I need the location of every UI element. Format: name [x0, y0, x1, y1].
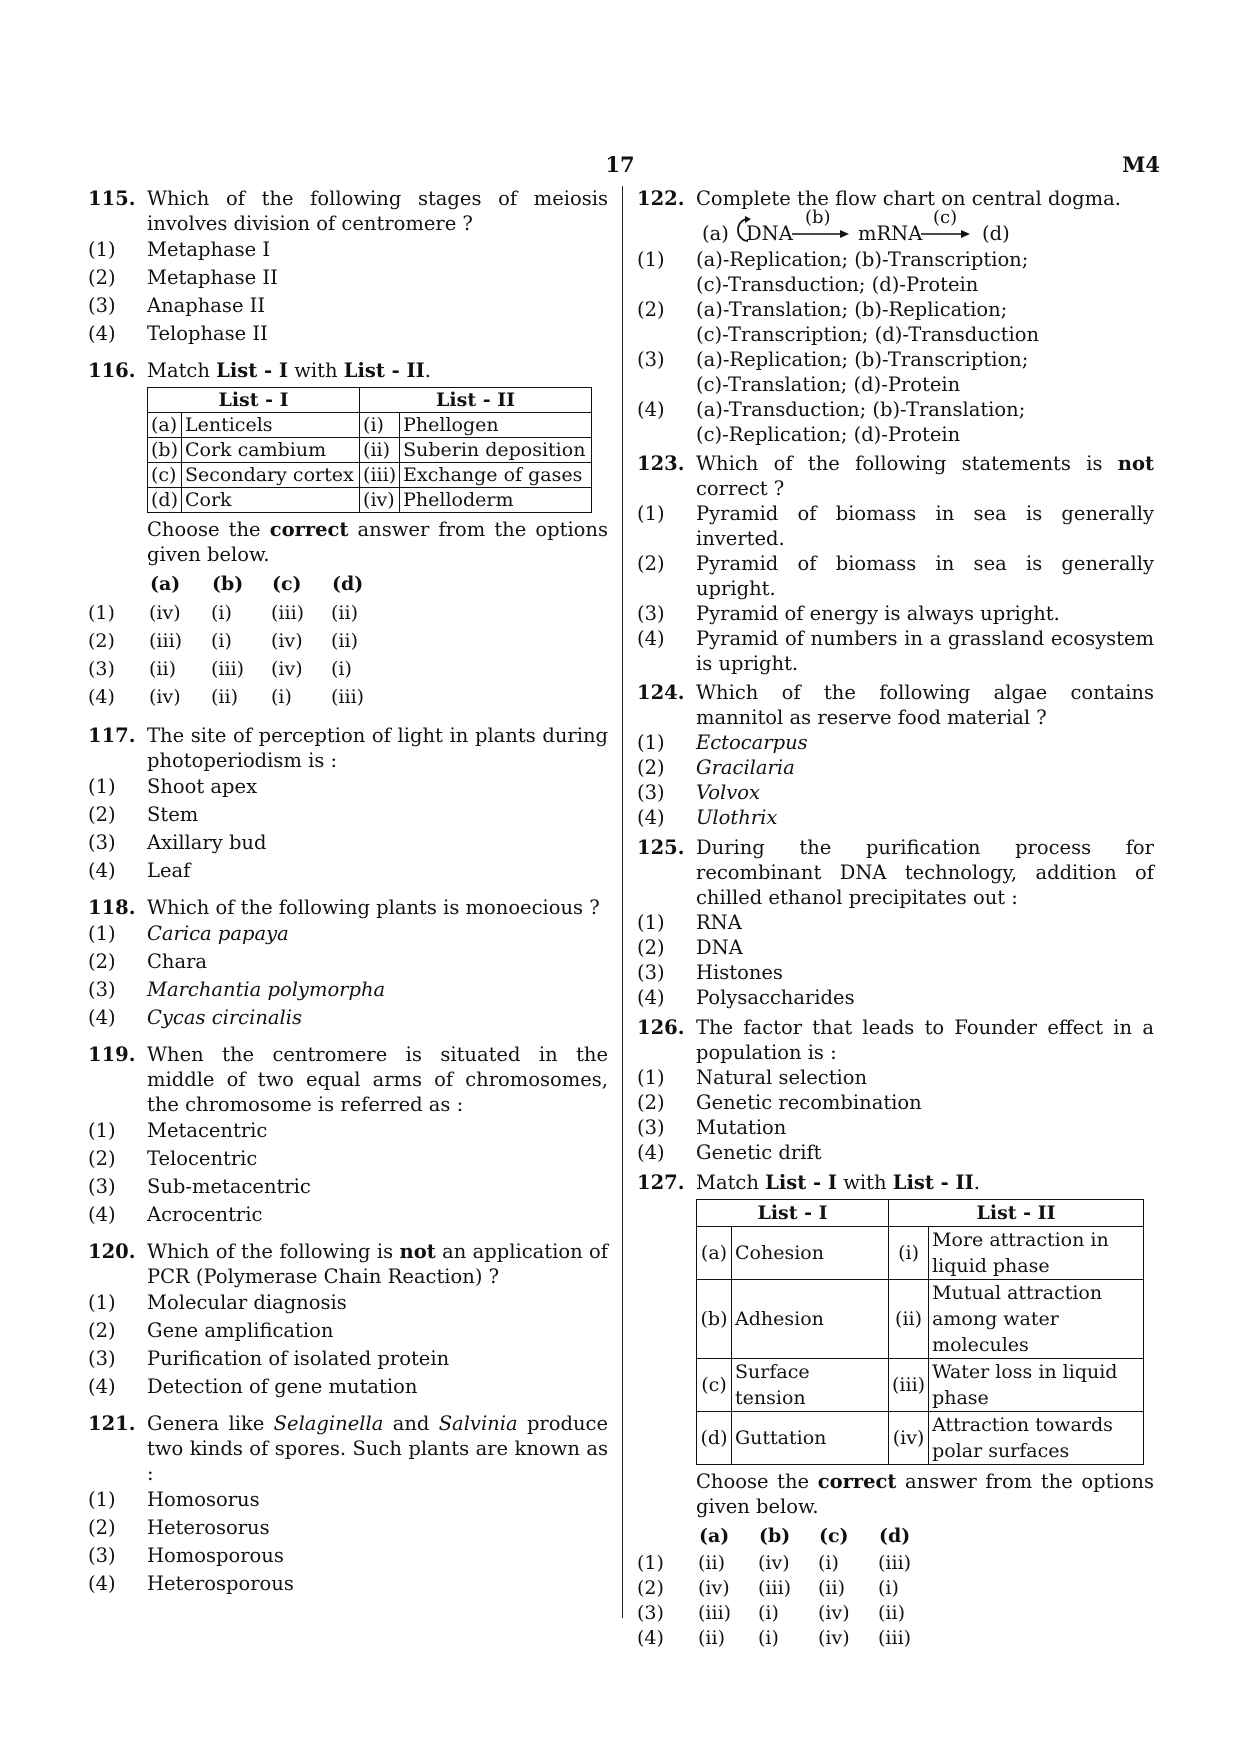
- central-dogma-flowchart: [702, 207, 1154, 245]
- table-row: (c) Secondary cortex (iii) Exchange of gases: [148, 463, 592, 488]
- list-1-header: List - I: [697, 1200, 889, 1227]
- option[interactable]: (2) Telocentric: [88, 1147, 258, 1170]
- option[interactable]: (2) (a)-Translation; (b)-Replication; (c)-Transcription; (d)-Transduction: [637, 298, 1040, 346]
- table-row: (d) Guttation (iv) Attraction towards polar surfaces: [697, 1412, 1144, 1465]
- arrow-icon: [792, 229, 850, 239]
- option[interactable]: (4) Heterosporous: [88, 1572, 294, 1595]
- flow-label-c: (c): [933, 207, 958, 228]
- option[interactable]: (4) Detection of gene mutation: [88, 1375, 418, 1398]
- answer-option[interactable]: (2) (iv) (iii) (ii) (i): [637, 1577, 899, 1599]
- question-122: [637, 186, 1154, 447]
- option[interactable]: (1) Shoot apex: [88, 775, 258, 798]
- answer-option[interactable]: (3) (iii) (i) (iv) (ii): [637, 1602, 905, 1624]
- option[interactable]: (4) (a)-Transduction; (b)-Translation; (c)-Replication; (d)-Protein: [637, 398, 1026, 446]
- option[interactable]: (3) Volvox: [637, 781, 761, 804]
- question-text: The site of perception of light in plants during photoperiodism is :: [147, 724, 608, 772]
- option[interactable]: (2) Stem: [88, 803, 199, 826]
- question-number: 117.: [88, 724, 136, 747]
- match-table: [696, 1199, 1144, 1465]
- option[interactable]: (1) Pyramid of biomass in sea is generally inverted.: [637, 502, 1154, 550]
- left-column: [88, 186, 608, 1598]
- question-120: [88, 1239, 608, 1401]
- answer-option[interactable]: (1) (ii) (iv) (i) (iii): [637, 1552, 912, 1574]
- options-list: [88, 1486, 608, 1598]
- flow-label-d: (d): [982, 222, 1010, 245]
- option[interactable]: (2) Genetic recombination: [637, 1091, 922, 1114]
- option[interactable]: (4) Acrocentric: [88, 1203, 263, 1226]
- question-number: 121.: [88, 1412, 136, 1435]
- flow-mrna: mRNA: [858, 222, 923, 245]
- question-text: Match List - I with List - II.: [147, 359, 431, 382]
- option[interactable]: (4) Ulothrix: [637, 806, 778, 829]
- question-number: 118.: [88, 896, 136, 919]
- answer-options-table: (a) (b) (c) (d) (1) (ii) (iv) (i) (iii) (2) (iv) (iii) (ii) (i) (3) (iii) (i) (iv) (ii) (4) (ii) (i) (iv) (iii): [637, 1524, 912, 1649]
- option[interactable]: (4) Cycas circinalis: [88, 1006, 302, 1029]
- list-2-header: List - II: [360, 388, 592, 413]
- question-115: [88, 186, 608, 348]
- question-127: [637, 1170, 1154, 1651]
- answer-option[interactable]: (2) (iii) (i) (iv) (ii): [88, 629, 358, 652]
- option[interactable]: (3) Histones: [637, 961, 783, 984]
- option[interactable]: (3) Axillary bud: [88, 831, 267, 854]
- question-number: 122.: [637, 187, 685, 210]
- right-column: [637, 186, 1154, 1651]
- options-list: [637, 1065, 1154, 1165]
- option[interactable]: (3) (a)-Replication; (b)-Transcription; (c)-Translation; (d)-Protein: [637, 348, 1029, 396]
- question-123: [637, 451, 1154, 676]
- question-text: The factor that leads to Founder effect in a population is :: [696, 1016, 1154, 1064]
- question-number: 119.: [88, 1043, 136, 1066]
- question-text: Genera like Selaginella and Salvinia produce two kinds of spores. Such plants are known as :: [147, 1412, 608, 1485]
- question-number: 116.: [88, 359, 136, 382]
- answer-options-table: (a) (b) (c) (d) (1) (iv) (i) (iii) (ii) (2) (iii) (i) (iv) (ii) (3) (ii) (iii) (iv) (i) (4) (iv) (ii) (i) (iii): [88, 569, 364, 711]
- match-table: [147, 387, 592, 513]
- option[interactable]: (4) Telophase II: [88, 322, 268, 345]
- option[interactable]: (1) Metacentric: [88, 1119, 268, 1142]
- answer-option[interactable]: (1) (iv) (i) (iii) (ii): [88, 601, 358, 624]
- options-list: [637, 247, 1154, 447]
- question-118: [88, 895, 608, 1032]
- options-list: [88, 773, 608, 885]
- table-row: (a) Lenticels (i) Phellogen: [148, 413, 592, 438]
- table-row: (a) Cohesion (i) More attraction in liquid phase: [697, 1227, 1144, 1280]
- option[interactable]: (1) RNA: [637, 911, 742, 934]
- flow-label-a: (a): [702, 222, 729, 245]
- options-list: [88, 236, 608, 348]
- option[interactable]: (1) Homosorus: [88, 1488, 260, 1511]
- option[interactable]: (1) Ectocarpus: [637, 731, 808, 754]
- answer-option[interactable]: (3) (ii) (iii) (iv) (i): [88, 657, 352, 680]
- column-divider: [622, 186, 623, 1618]
- options-list: [637, 501, 1154, 676]
- question-text: Match List - I with List - II.: [696, 1171, 980, 1194]
- option[interactable]: (1) Metaphase I: [88, 238, 271, 261]
- options-list: [88, 1117, 608, 1229]
- table-row: (b) Cork cambium (ii) Suberin deposition: [148, 438, 592, 463]
- answer-option[interactable]: (4) (ii) (i) (iv) (iii): [637, 1627, 912, 1649]
- option[interactable]: (1) Natural selection: [637, 1066, 868, 1089]
- question-text: Which of the following algae contains mannitol as reserve food material ?: [696, 681, 1154, 729]
- options-list: [88, 1289, 608, 1401]
- option[interactable]: (3) Marchantia polymorpha: [88, 978, 386, 1001]
- paper-code: M4: [1122, 152, 1160, 177]
- question-text: Which of the following stages of meiosis involves division of centromere ?: [147, 187, 608, 235]
- question-124: [637, 680, 1154, 830]
- question-text: Which of the following is not an application of PCR (Polymerase Chain Reaction) ?: [147, 1240, 608, 1288]
- table-row: (d) Cork (iv) Phelloderm: [148, 488, 592, 513]
- option[interactable]: (2) Heterosorus: [88, 1516, 270, 1539]
- option[interactable]: (3) Mutation: [637, 1116, 787, 1139]
- option[interactable]: (1) Molecular diagnosis: [88, 1291, 347, 1314]
- table-row: (b) Adhesion (ii) Mutual attraction among water molecules: [697, 1280, 1144, 1359]
- question-number: 124.: [637, 681, 685, 704]
- list-2-header: List - II: [889, 1200, 1144, 1227]
- question-number: 120.: [88, 1240, 136, 1263]
- question-number: 127.: [637, 1171, 685, 1194]
- option[interactable]: (2) Gene amplification: [88, 1319, 334, 1342]
- option[interactable]: (4) Leaf: [88, 859, 191, 882]
- options-list: [637, 910, 1154, 1010]
- option[interactable]: (1) (a)-Replication; (b)-Transcription; (c)-Transduction; (d)-Protein: [637, 248, 1029, 296]
- option[interactable]: (4) Genetic drift: [637, 1141, 822, 1164]
- option[interactable]: (3) Pyramid of energy is always upright.: [637, 602, 1060, 625]
- question-text: Complete the flow chart on central dogma.: [696, 187, 1121, 210]
- option[interactable]: (3) Homosporous: [88, 1544, 284, 1567]
- option[interactable]: (2) Gracilaria: [637, 756, 795, 779]
- list-1-header: List - I: [148, 388, 360, 413]
- options-list: [637, 730, 1154, 830]
- options-list: [88, 920, 608, 1032]
- question-number: 126.: [637, 1016, 685, 1039]
- question-121: [88, 1411, 608, 1598]
- question-117: [88, 723, 608, 885]
- table-row: (c) Surface tension (iii) Water loss in liquid phase: [697, 1359, 1144, 1412]
- option[interactable]: (4) Pyramid of numbers in a grassland ecosystem is upright.: [637, 627, 1154, 675]
- option[interactable]: (3) Sub-metacentric: [88, 1175, 311, 1198]
- option[interactable]: (2) Metaphase II: [88, 266, 278, 289]
- choose-instruction: Choose the correct answer from the options given below.: [147, 518, 608, 566]
- option[interactable]: (4) Polysaccharides: [637, 986, 855, 1009]
- question-text: During the purification process for recombinant DNA technology, addition of chilled ethanol precipitates out :: [696, 836, 1154, 909]
- question-119: [88, 1042, 608, 1229]
- choose-instruction: Choose the correct answer from the options given below.: [696, 1470, 1154, 1518]
- option[interactable]: (3) Purification of isolated protein: [88, 1347, 450, 1370]
- question-number: 123.: [637, 452, 685, 475]
- flow-label-b: (b): [805, 207, 831, 228]
- option[interactable]: (1) Carica papaya: [88, 922, 289, 945]
- option[interactable]: (2) DNA: [637, 936, 743, 959]
- question-text: Which of the following plants is monoecious ?: [147, 896, 600, 919]
- option[interactable]: (3) Anaphase II: [88, 294, 266, 317]
- option[interactable]: (2) Pyramid of biomass in sea is generally upright.: [637, 552, 1154, 600]
- question-text: When the centromere is situated in the middle of two equal arms of chromosomes, the chromosome is referred as :: [147, 1043, 608, 1116]
- question-125: [637, 835, 1154, 1010]
- question-text: Which of the following statements is not correct ?: [696, 452, 1154, 500]
- question-number: 115.: [88, 187, 136, 210]
- question-number: 125.: [637, 836, 685, 859]
- question-126: [637, 1015, 1154, 1165]
- flow-dna: DNA: [746, 222, 793, 245]
- answer-option[interactable]: (4) (iv) (ii) (i) (iii): [88, 685, 365, 708]
- option[interactable]: (2) Chara: [88, 950, 208, 973]
- arrow-icon: [921, 229, 971, 239]
- question-116: [88, 358, 608, 711]
- page-number: 17: [605, 152, 635, 177]
